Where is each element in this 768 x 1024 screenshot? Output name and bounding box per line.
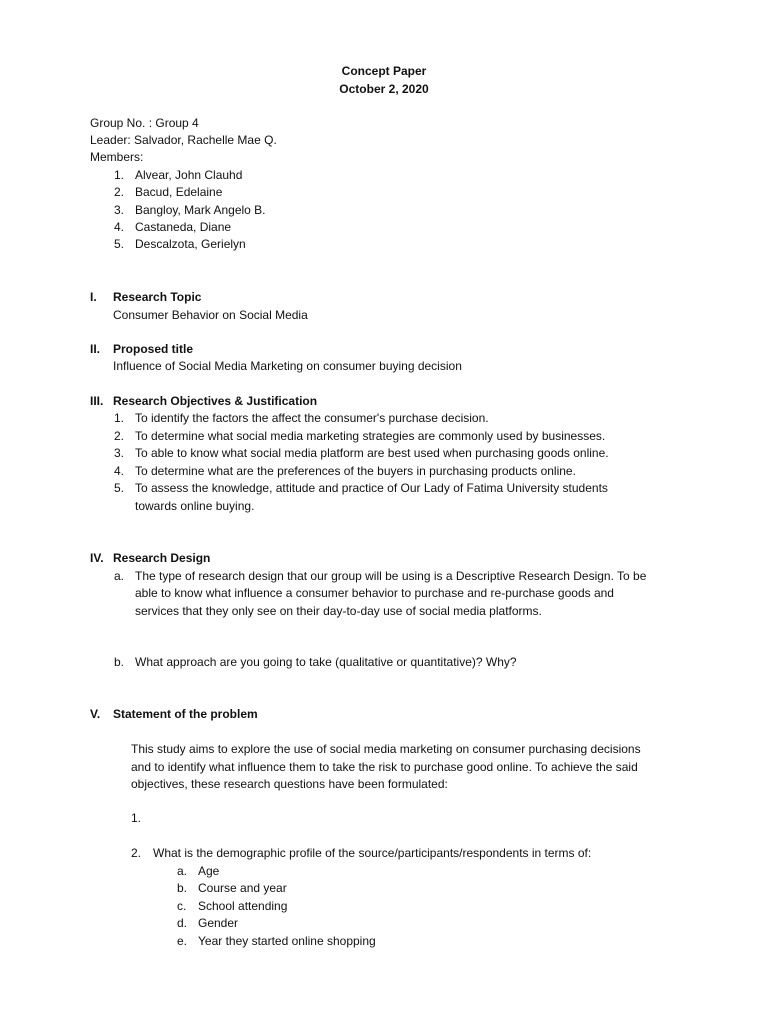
design-item-text: What approach are you going to take (qualitative or quantitative)? Why? [135,655,517,669]
objective-number: 4. [113,464,124,478]
proposed-title-text: Influence of Social Media Marketing on consumer buying decision [113,359,462,373]
objective-text-continued: towards online buying. [135,499,255,513]
document-title: Concept Paper [341,64,427,78]
member-name: Descalzota, Gerielyn [135,237,246,251]
sub-item-label: b. [177,881,188,895]
sub-item-label: a. [177,864,188,878]
section-heading-objectives: Research Objectives & Justification [113,394,318,408]
design-item-text: The type of research design that our group will be using is a Descriptive Research Design. To be [135,569,647,583]
objective-number: 3. [113,446,124,460]
design-item-text: services that they only see on their day-to-day use of social media platforms. [135,604,542,618]
research-topic-text: Consumer Behavior on Social Media [113,308,308,322]
section-heading-research-design: Research Design [113,551,211,565]
member-number: 1. [113,168,124,182]
sub-item-label: c. [177,899,187,913]
member-number: 5. [113,237,124,251]
section-numeral: II. [90,342,101,356]
section-numeral: IV. [90,551,104,565]
member-name: Bacud, Edelaine [135,185,223,199]
group-leader: Leader: Salvador, Rachelle Mae Q. [90,133,277,147]
document-date: October 2, 2020 [339,82,429,96]
objective-text: To determine what are the preferences of the buyers in purchasing products online. [135,464,576,478]
objective-text: To able to know what social media platform are best used when purchasing goods online. [135,446,609,460]
member-number: 4. [113,220,124,234]
design-item-label: a. [113,569,124,583]
objective-text: To identify the factors the affect the consumer's purchase decision. [135,411,489,425]
members-label: Members: [90,150,144,164]
section-numeral: III. [90,394,104,408]
question-number: 2. [131,846,142,860]
member-name: Castaneda, Diane [135,220,232,234]
section-heading-statement: Statement of the problem [113,707,258,721]
sub-item-text: Course and year [198,881,287,895]
design-item-label: b. [113,655,124,669]
design-item-text: able to know what influence a consumer behavior to purchase and re-purchase goods and [135,586,614,600]
question-number: 1. [131,811,142,825]
sub-item-text: Year they started online shopping [198,934,376,948]
group-number: Group No. : Group 4 [90,116,199,130]
section-numeral: V. [90,707,101,721]
statement-paragraph: and to identify what influence them to take the risk to purchase good online. To achieve the said [131,760,638,774]
statement-paragraph: This study aims to explore the use of social media marketing on consumer purchasing decisions [131,742,641,756]
member-name: Bangloy, Mark Angelo B. [135,203,266,217]
objective-number: 1. [113,411,124,425]
objective-number: 2. [113,429,124,443]
sub-item-text: Gender [198,916,239,930]
objective-number: 5. [113,481,124,495]
member-number: 2. [113,185,124,199]
sub-item-label: d. [177,916,188,930]
section-numeral: I. [90,290,97,304]
member-name: Alvear, John Clauhd [135,168,243,182]
sub-item-label: e. [177,934,188,948]
section-heading-proposed-title: Proposed title [113,342,194,356]
statement-paragraph: objectives, these research questions have been formulated: [131,777,448,791]
sub-item-text: Age [198,864,220,878]
question-text: What is the demographic profile of the source/participants/respondents in terms of: [153,846,592,860]
section-heading-research-topic: Research Topic [113,290,202,304]
objective-text: To determine what social media marketing strategies are commonly used by businesses. [135,429,606,443]
member-number: 3. [113,203,124,217]
objective-text: To assess the knowledge, attitude and practice of Our Lady of Fatima University students [135,481,608,495]
sub-item-text: School attending [198,899,288,913]
